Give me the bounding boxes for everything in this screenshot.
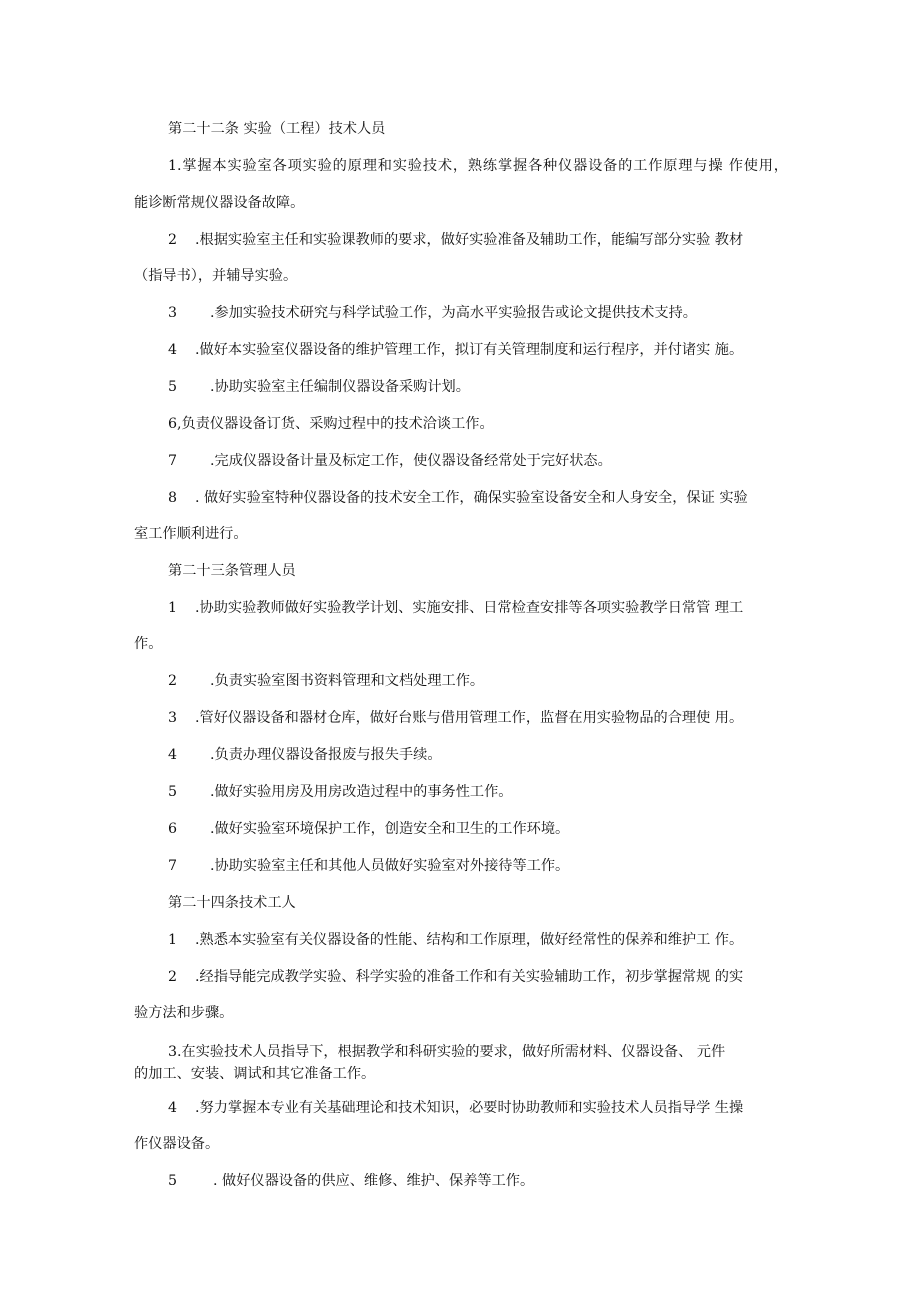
art22-item-8-line2: 室工作顺利进行。 (134, 526, 248, 542)
art23-item-4-text: .负责办理仪器设备报废与报失手续。 (210, 747, 442, 763)
art22-item-5-text: .协助实验室主任编制仪器设备采购计划。 (210, 379, 470, 395)
art23-item-2-text: .负责实验室图书资料管理和文档处理工作。 (210, 673, 485, 689)
art22-item-8-number: 8 (168, 490, 178, 506)
article-23-heading: 第二十三条管理人员 (168, 563, 296, 579)
art24-item-3-line1: 3.在实验技术人员指导下，根据教学和科研实验的要求，做好所需材料、仪器设备、 元件 (168, 1044, 726, 1060)
art22-item-4-number: 4 (168, 342, 178, 358)
art24-item-2-number: 2 (168, 969, 178, 985)
art22-item-3-number: 3 (168, 305, 178, 321)
art24-item-3-line2: 的加工、安装、调试和其它准备工作。 (134, 1066, 376, 1082)
art24-item-1 (168, 930, 743, 950)
art23-item-3-number: 3 (168, 710, 178, 726)
art23-item-6-number: 6 (168, 821, 178, 837)
art23-item-2-number: 2 (168, 673, 178, 689)
art22-item-7-number: 7 (168, 453, 178, 469)
art23-item-4 (168, 745, 442, 765)
art23-item-1-line2: 作。 (134, 636, 163, 652)
art24-item-4-line2: 作仪器设备。 (134, 1136, 220, 1152)
art22-item-1-line2: 能诊断常规仪器设备故障。 (134, 195, 305, 211)
article-24-heading: 第二十四条技术工人 (168, 895, 296, 911)
art22-item-1-line1: 1.掌握本实验室各项实验的原理和实验技术，熟练掌握各种仪器设备的工作原理与操 作使用， (168, 158, 788, 174)
art22-item-6: 6,负责仪器设备订货、采购过程中的技术洽谈工作。 (168, 416, 494, 432)
art24-item-4-text: .努力掌握本专业有关基础理论和技术知识，必要时协助教师和实验技术人员指导学 生操 (195, 1100, 744, 1116)
art23-item-3-text: .管好仪器设备和器材仓库，做好台账与借用管理工作，监督在用实验物品的合理使 用。 (195, 710, 744, 726)
art24-item-2-line2: 验方法和步骤。 (134, 1005, 234, 1021)
art23-item-7-text: .协助实验室主任和其他人员做好实验室对外接待等工作。 (210, 858, 570, 874)
art22-item-7 (168, 451, 612, 471)
art23-item-2 (168, 671, 484, 691)
art22-item-4-text: .做好本实验室仪器设备的维护管理工作，拟订有关管理制度和运行程序，并付诸实 施。 (195, 342, 744, 358)
art24-item-1-number: 1 (168, 932, 178, 948)
art23-item-1-number: 1 (168, 600, 178, 616)
art22-item-3 (168, 303, 697, 323)
art24-item-1-text: .熟悉本实验室有关仪器设备的性能、结构和工作原理，做好经常性的保养和维护工 作。 (195, 932, 744, 948)
art22-item-2-text: .根据实验室主任和实验课教师的要求，做好实验准备及辅助工作，能编写部分实验 教材 (195, 232, 744, 248)
art23-item-3 (168, 708, 743, 728)
art23-item-7-number: 7 (168, 858, 178, 874)
art22-item-7-text: .完成仪器设备计量及标定工作，使仪器设备经常处于完好状态。 (210, 453, 612, 469)
art22-item-5 (168, 377, 470, 397)
art22-item-5-number: 5 (168, 379, 178, 395)
art23-item-6-text: .做好实验室环境保护工作，创造安全和卫生的工作环境。 (210, 821, 570, 837)
art24-item-4-number: 4 (168, 1100, 178, 1116)
art23-item-6 (168, 819, 569, 839)
art22-item-8-line1 (168, 488, 748, 508)
art23-item-7 (168, 856, 569, 876)
art22-item-2-line2: （指导书），并辅导实验。 (134, 268, 298, 284)
art24-item-5-number: 5 (168, 1173, 178, 1189)
art23-item-5-text: .做好实验用房及用房改造过程中的事务性工作。 (210, 784, 513, 800)
art22-item-3-text: .参加实验技术研究与科学试验工作，为高水平实验报告或论文提供技术支持。 (210, 305, 697, 321)
art22-item-4 (168, 340, 743, 360)
article-22-heading: 第二十二条 实验（工程）技术人员 (168, 121, 386, 137)
art24-item-2-text: .经指导能完成教学实验、科学实验的准备工作和有关实验辅助工作，初步掌握常规 的实 (195, 969, 744, 985)
art24-item-4-line1 (168, 1098, 743, 1118)
art23-item-1-line1 (168, 598, 743, 618)
art23-item-1-text: .协助实验教师做好实验教学计划、实施安排、日常检查安排等各项实验教学日常管 理工 (195, 600, 744, 616)
art24-item-5-text: . 做好仪器设备的供应、维修、维护、保养等工作。 (213, 1173, 535, 1189)
art22-item-2-number: 2 (168, 232, 178, 248)
art23-item-4-number: 4 (168, 747, 178, 763)
art23-item-5-number: 5 (168, 784, 178, 800)
art24-item-2-line1 (168, 967, 743, 987)
art22-item-2-line1 (168, 230, 743, 250)
art22-item-8-text: . 做好实验室特种仪器设备的技术安全工作，确保实验室设备安全和人身安全，保证 实验 (195, 490, 748, 506)
art24-item-5 (168, 1171, 534, 1191)
art23-item-5 (168, 782, 512, 802)
